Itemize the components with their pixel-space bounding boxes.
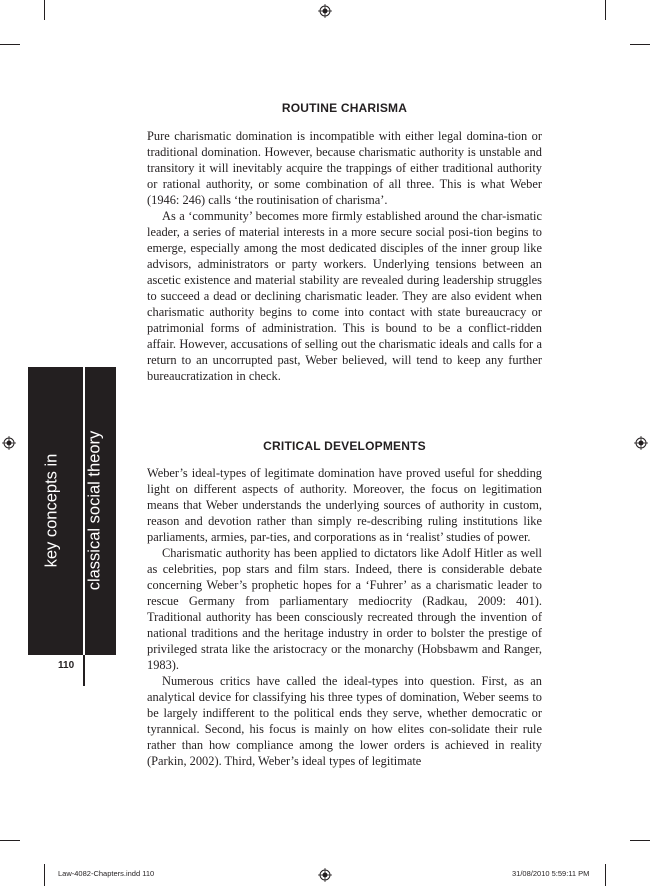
side-tab — [28, 367, 116, 655]
paragraph: Weber’s ideal-types of legitimate domination have proved useful for shedding light on different aspects of authority. Moreover, the focus on legitimation means that Weber understands the underlying sources of authority in custom, reason and devotion rather than simply re-describing ruling institutions like parliaments, armies, par-ties, and corporations as in ‘realist’ studies of power. — [147, 466, 542, 544]
crop-mark — [605, 0, 606, 20]
paragraph: Charismatic authority has been applied to dictators like Adolf Hitler as well as celebrities, pop stars and film stars. Indeed, there is considerable debate concerning Weber’s prophetic hopes for a ‘Fuhrer’ as a charismatic leader to rescue Germany from parliamentary mediocrity (Radkau, 2009: 401). Traditional authority has been consciously recreated through the invention of national traditions and the heritage industry in order to bolster the prestige of privileged strata like the aristocracy or the monarchy (Hobsbawm and Ranger, 1983). — [147, 546, 542, 672]
crop-mark — [44, 0, 45, 20]
registration-mark-icon — [634, 436, 648, 450]
registration-mark-icon — [2, 436, 16, 450]
side-tab-line-1: key concepts in — [42, 453, 61, 568]
slug-file-info: Law-4082-Chapters.indd 110 — [58, 869, 155, 878]
crop-mark — [630, 840, 650, 841]
crop-mark — [44, 864, 45, 886]
section-heading-routine-charisma: ROUTINE CHARISMA — [281, 101, 408, 115]
registration-mark-icon — [318, 4, 332, 18]
page-number-rule — [83, 655, 85, 686]
section-heading-critical-developments: CRITICAL DEVELOPMENTS — [263, 439, 426, 453]
crop-mark — [605, 864, 606, 886]
paragraph: Numerous critics have called the ideal-types into question. First, as an analytical device for classifying his three types of domination, Weber seems to be largely indifferent to the political ends they serve, whether democratic or tyrannical. Second, his focus is mainly on how elites con-solidate their rule rather than how compliance among the lower orders is achieved in reality (Parkin, 2002). Third, Weber’s ideal types of legitimate — [147, 674, 542, 768]
side-tab-line-2: classical social theory — [85, 430, 104, 591]
crop-mark — [0, 840, 20, 841]
paragraph: Pure charismatic domination is incompatible with either legal domina-tion or traditional domination. However, because charismatic authority is unstable and transitory it will inevitably acquire the trappings of either traditional authority or rational authority, or some combination of all three. This is what Weber (1946: 246) calls ‘the routinisation of charisma’. — [147, 129, 542, 207]
crop-mark — [0, 44, 20, 45]
section-body-routine-charisma — [147, 128, 542, 384]
slug-datetime: 31/08/2010 5:59:11 PM — [512, 869, 590, 878]
registration-mark-icon — [318, 868, 332, 882]
section-body-critical-developments — [147, 465, 542, 769]
page-number: 110 — [58, 660, 75, 671]
paragraph: As a ‘community’ becomes more firmly established around the char-ismatic leader, a series of material interests in a more secure social posi-tion begins to emerge, especially among the most dedicated disciples of the inner group like advisors, administrators or party workers. Underlying tensions between an ascetic existence and material stability are revealed during leadership struggles to succeed a dead or declining charismatic leader. They are also evident when charismatic authority begins to come into contact with state bureaucracy or patrimonial forms of administration. This is bound to be a conflict-ridden affair. However, accusations of selling out the charismatic ideals and calls for a return to an uncorrupted past, Weber believed, will tend to keep any further bureaucratization in check. — [147, 209, 542, 383]
crop-mark — [630, 44, 650, 45]
